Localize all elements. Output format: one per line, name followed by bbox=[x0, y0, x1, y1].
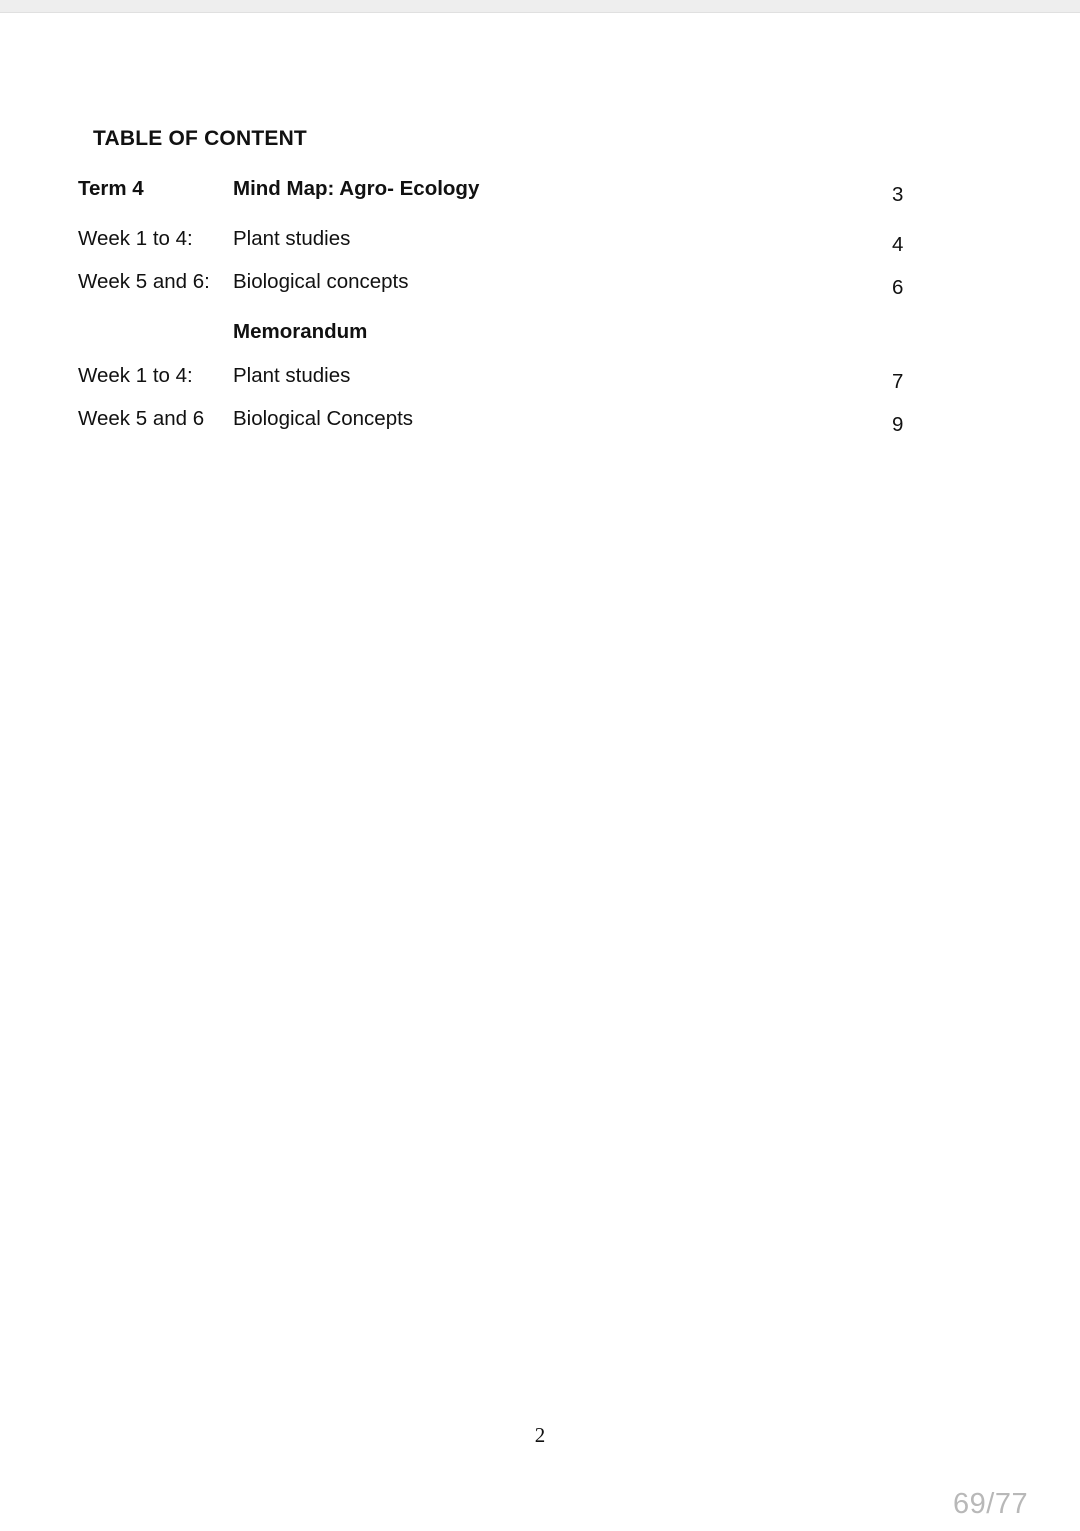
toc-row-title: Memorandum bbox=[233, 320, 368, 343]
toc-row-title: Mind Map: Agro- Ecology bbox=[233, 177, 480, 200]
toc-row-title: Plant studies bbox=[233, 227, 351, 250]
toc-section-heading bbox=[0, 320, 1080, 350]
toc-row bbox=[0, 227, 1080, 257]
toc-row-label: Week 5 and 6: bbox=[78, 270, 210, 293]
toc-row bbox=[0, 407, 1080, 437]
toc-row-label: Week 1 to 4: bbox=[78, 364, 193, 387]
toc-row-title: Biological Concepts bbox=[233, 407, 414, 430]
toc-row-page: 6 bbox=[892, 276, 904, 299]
toc-row-title: Plant studies bbox=[233, 364, 351, 387]
toc-title: TABLE OF CONTENT bbox=[93, 127, 307, 150]
viewer-top-bar bbox=[0, 0, 1080, 13]
toc-row bbox=[0, 177, 1080, 207]
toc-row-title: Biological concepts bbox=[233, 270, 409, 293]
document-page[interactable] bbox=[0, 13, 1080, 1531]
toc-row-label: Week 1 to 4: bbox=[78, 227, 193, 250]
toc-row-page: 7 bbox=[892, 370, 904, 393]
toc-row-page: 9 bbox=[892, 413, 904, 436]
toc-row bbox=[0, 364, 1080, 394]
toc-row-page: 3 bbox=[892, 183, 904, 206]
toc-row-label: Term 4 bbox=[78, 177, 144, 200]
page-counter: 69/77 bbox=[953, 1488, 1029, 1520]
page-number: 2 bbox=[534, 1423, 546, 1447]
toc-row-page: 4 bbox=[892, 233, 904, 256]
toc-row-label: Week 5 and 6 bbox=[78, 407, 205, 430]
toc-row bbox=[0, 270, 1080, 300]
